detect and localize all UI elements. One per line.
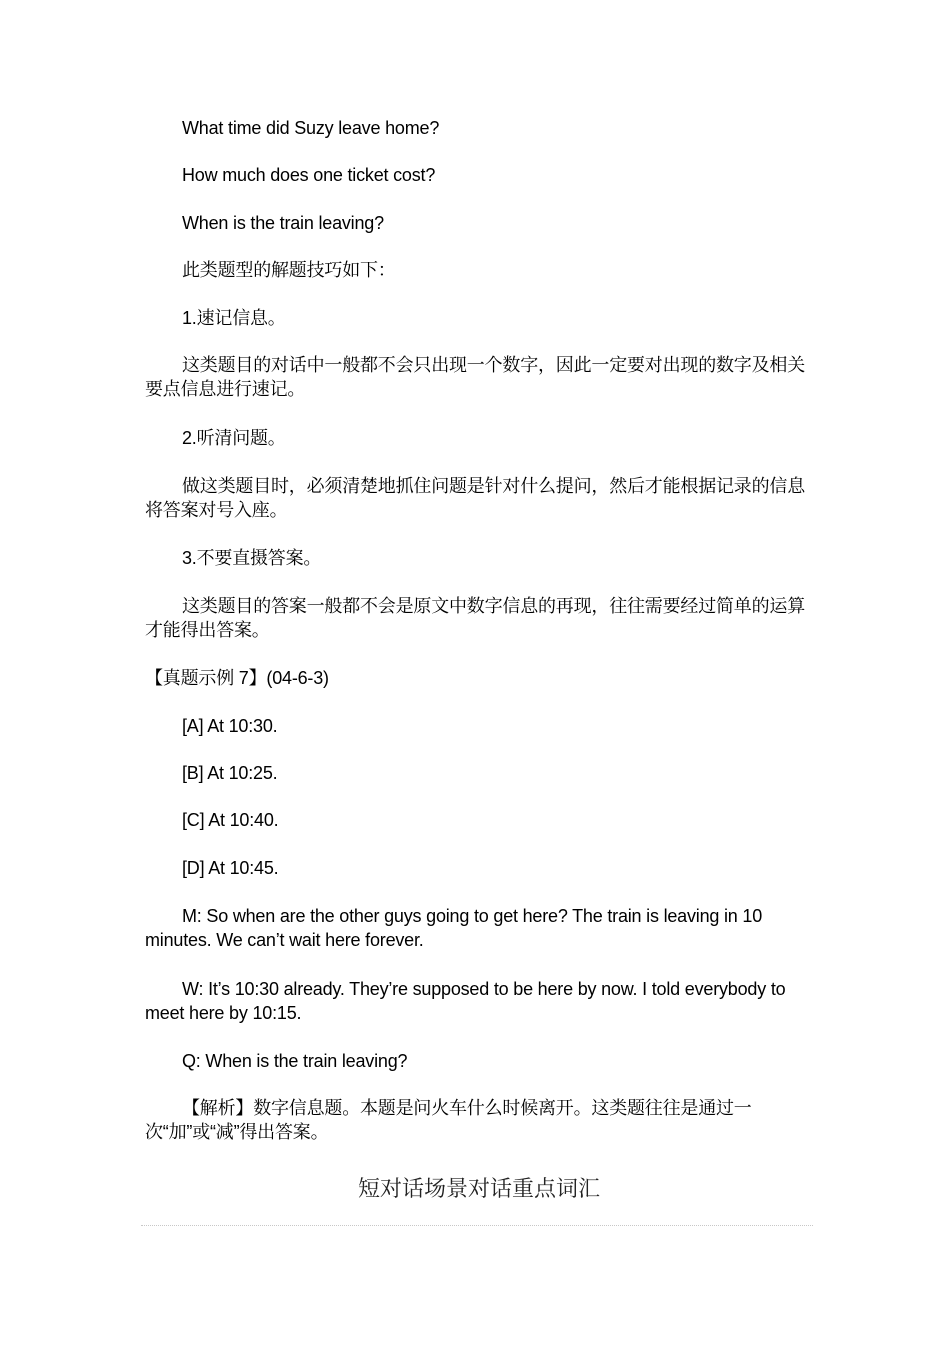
tip-2-heading: 2.听清问题。 (182, 428, 286, 448)
tip-1-heading: 1.速记信息。 (182, 308, 286, 328)
tips-intro: 此类题型的解题技巧如下： (182, 260, 396, 280)
tip-3-body: 这类题目的答案一般都不会是原文中数字信息的再现，往往需要经过简单的运算才能得出答案。 (145, 596, 805, 640)
option-b: [B] At 10:25. (182, 763, 278, 783)
tip-1-body: 这类题目的对话中一般都不会只出现一个数字，因此一定要对出现的数字及相关要点信息进行速记。 (145, 355, 805, 399)
question-line-2: How much does one ticket cost? (182, 165, 436, 185)
section-divider (141, 1225, 813, 1226)
dialogue-question: Q: When is the train leaving? (182, 1051, 408, 1071)
option-a: [A] At 10:30. (182, 716, 278, 736)
question-line-1: What time did Suzy leave home? (182, 118, 440, 138)
analysis: 【解析】数字信息题。本题是问火车什么时候离开。这类题往往是通过一次“加”或“减”得出答案。 (145, 1098, 752, 1142)
tip-3-heading: 3.不要直摄答案。 (182, 548, 322, 568)
tip-2-body: 做这类题目时，必须清楚地抓住问题是针对什么提问，然后才能根据记录的信息将答案对号入座。 (145, 476, 805, 520)
dialogue-man: M: So when are the other guys going to get here? The train is leaving in 10 minutes. We can’t wait here forever. (145, 906, 763, 950)
example-heading: 【真题示例 7】(04-6-3) (145, 668, 329, 688)
section-title: 短对话场景对话重点词汇 (357, 1177, 600, 1202)
option-c: [C] At 10:40. (182, 810, 279, 830)
question-line-3: When is the train leaving? (182, 213, 384, 233)
dialogue-woman: W: It’s 10:30 already. They’re supposed to be here by now. I told everybody to meet here by 10:15. (145, 979, 786, 1023)
option-d: [D] At 10:45. (182, 858, 279, 878)
